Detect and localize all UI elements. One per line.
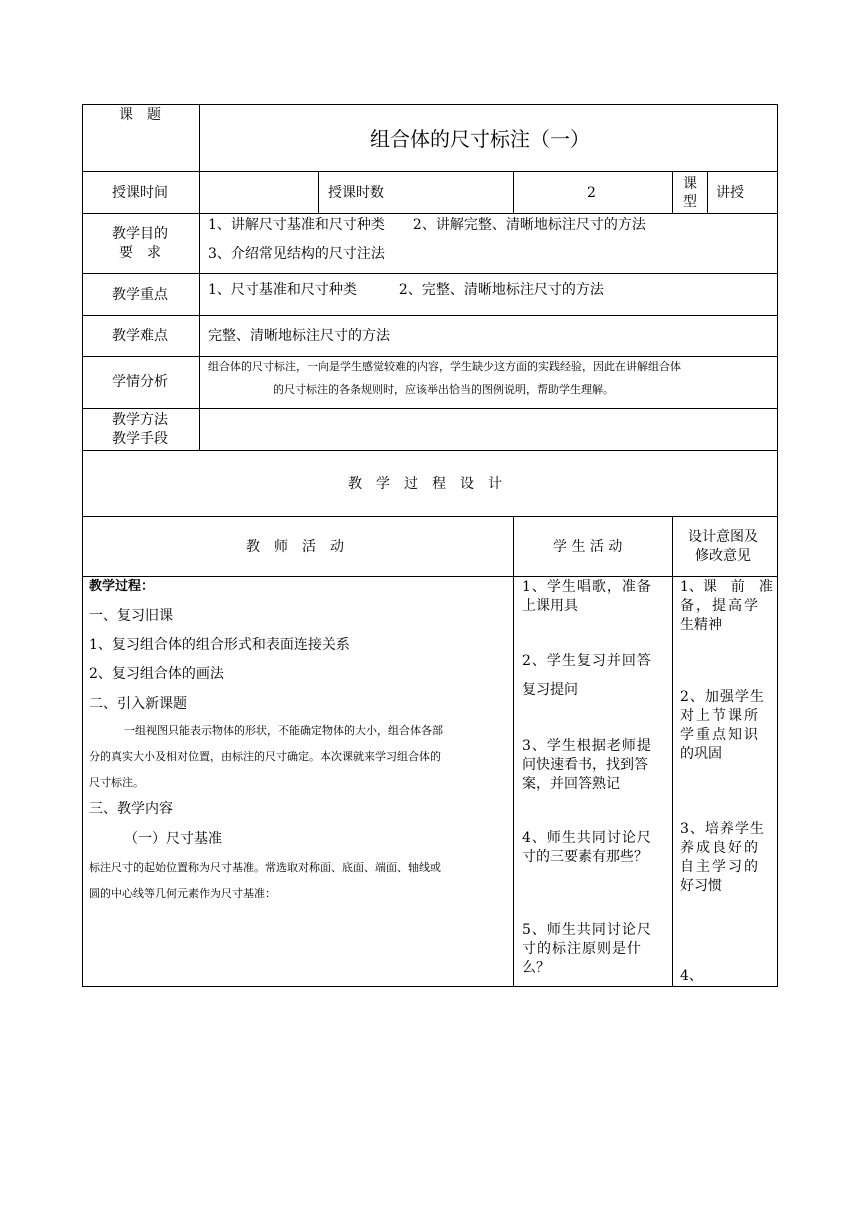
difficulty-text: 完整、清晰地标注尺寸的方法: [208, 328, 390, 344]
intent-item: 自主学习的: [680, 859, 760, 875]
teacher-paragraph: 标注尺寸的起始位置称为尺寸基准。常选取对称面、底面、端面、轴线或: [89, 861, 441, 874]
process-heading: 教学过程：: [89, 579, 155, 594]
grid-line: [82, 104, 778, 105]
grid-line: [513, 171, 514, 213]
analysis-text: 组合体的尺寸标注，一向是学生感觉较难的内容，学生缺少这方面的实践经验，因此在讲解组合体: [208, 360, 681, 373]
teacher-paragraph: 一组视图只能表示物体的形状，不能确定物体的大小，组合体各部: [124, 724, 443, 737]
type-value: 讲授: [716, 185, 744, 201]
method-label: 教学方法: [112, 412, 168, 428]
grid-line: [82, 171, 778, 172]
teacher-paragraph: 分的真实大小及相对位置，由标注的尺寸确定。本次课就来学习组合体的: [89, 750, 441, 763]
analysis-text: 的尺寸标注的各条规则时，应该举出恰当的图例说明，帮助学生理解。: [273, 383, 614, 396]
grid-line: [82, 986, 778, 987]
grid-line: [82, 516, 778, 517]
intent-item: 养成良好的: [680, 840, 760, 856]
grid-line: [707, 171, 708, 213]
section-heading: 三、教学内容: [89, 801, 173, 817]
teacher-paragraph: 圆的中心线等几何元素作为尺寸基准：: [89, 887, 276, 900]
col-teacher-header: 教 师 活 动: [246, 539, 344, 555]
teacher-item: 2、复习组合体的画法: [89, 666, 224, 682]
hours-value: 2: [587, 185, 596, 201]
key-points-text: 1、尺寸基准和尺寸种类 2、完整、清晰地标注尺寸的方法: [208, 282, 604, 298]
grid-line: [82, 450, 778, 451]
time-label: 授课时间: [112, 185, 168, 201]
goals-text: 3、介绍常见结构的尺寸注法: [208, 246, 385, 262]
student-item: 上课用具: [522, 598, 578, 614]
grid-line: [82, 273, 778, 274]
section-heading: 二、引入新课题: [89, 696, 187, 712]
grid-line: [82, 408, 778, 409]
goals-text: 1、讲解尺寸基准和尺寸种类 2、讲解完整、清晰地标注尺寸的方法: [208, 217, 646, 233]
col-intent-header: 设计意图及: [688, 529, 758, 545]
grid-line: [318, 171, 319, 213]
student-item: 复习提问: [522, 682, 578, 698]
grid-line: [672, 171, 673, 213]
goals-label: 教学目的: [112, 226, 168, 242]
teacher-item: （一）尺寸基准: [124, 831, 222, 847]
intent-item: 的巩固: [680, 746, 722, 762]
student-item: 寸的三要素有那些？: [522, 849, 648, 865]
intent-item: 备，提高学: [680, 598, 760, 614]
grid-line: [777, 104, 778, 987]
intent-item: 2、加强学生: [680, 689, 765, 705]
grid-line: [82, 356, 778, 357]
key-points-label: 教学重点: [112, 287, 168, 303]
design-title: 教 学 过 程 设 计: [348, 476, 502, 492]
type-label: 型: [683, 194, 697, 210]
col-intent-header: 修改意见: [695, 548, 751, 564]
grid-line: [672, 516, 673, 986]
intent-item: 对上节课所: [680, 708, 760, 724]
section-heading: 一、复习旧课: [89, 608, 173, 624]
student-item: 寸的标注原则是什: [522, 941, 642, 957]
grid-line: [199, 104, 200, 450]
grid-line: [513, 516, 514, 986]
topic-title: 组合体的尺寸标注（一）: [370, 127, 590, 151]
analysis-label: 学情分析: [112, 374, 168, 390]
type-label: 课: [683, 176, 697, 192]
col-student-header: 学 生 活 动: [553, 539, 623, 555]
teacher-paragraph: 尺寸标注。: [89, 776, 144, 789]
student-item: 问快速看书，找到答: [522, 757, 648, 773]
intent-item: 3、培养学生: [680, 821, 765, 837]
goals-label: 要 求: [119, 245, 161, 261]
topic-label: 课 题: [119, 107, 161, 123]
student-item: 4、师生共同讨论尺: [522, 830, 652, 846]
grid-line: [82, 315, 778, 316]
intent-item: 1、课 前 准: [680, 579, 773, 595]
intent-item: 学重点知识: [680, 727, 760, 743]
student-item: 5、师生共同讨论尺: [522, 922, 652, 938]
grid-line: [82, 213, 778, 214]
grid-line: [82, 576, 778, 577]
grid-line: [82, 104, 83, 987]
student-item: 3、学生根据老师提: [522, 738, 652, 754]
intent-item: 4、: [680, 968, 703, 984]
intent-item: 生精神: [680, 617, 722, 633]
student-item: 案，并回答熟记: [522, 776, 620, 792]
student-item: 2、学生复习并回答: [522, 653, 652, 669]
method-label: 教学手段: [112, 431, 168, 447]
teacher-item: 1、复习组合体的组合形式和表面连接关系: [89, 637, 350, 653]
student-item: 1、学生唱歌，准备: [522, 579, 652, 595]
intent-item: 好习惯: [680, 878, 722, 894]
difficulty-label: 教学难点: [112, 328, 168, 344]
student-item: 么？: [522, 960, 550, 976]
hours-label: 授课时数: [328, 185, 384, 201]
